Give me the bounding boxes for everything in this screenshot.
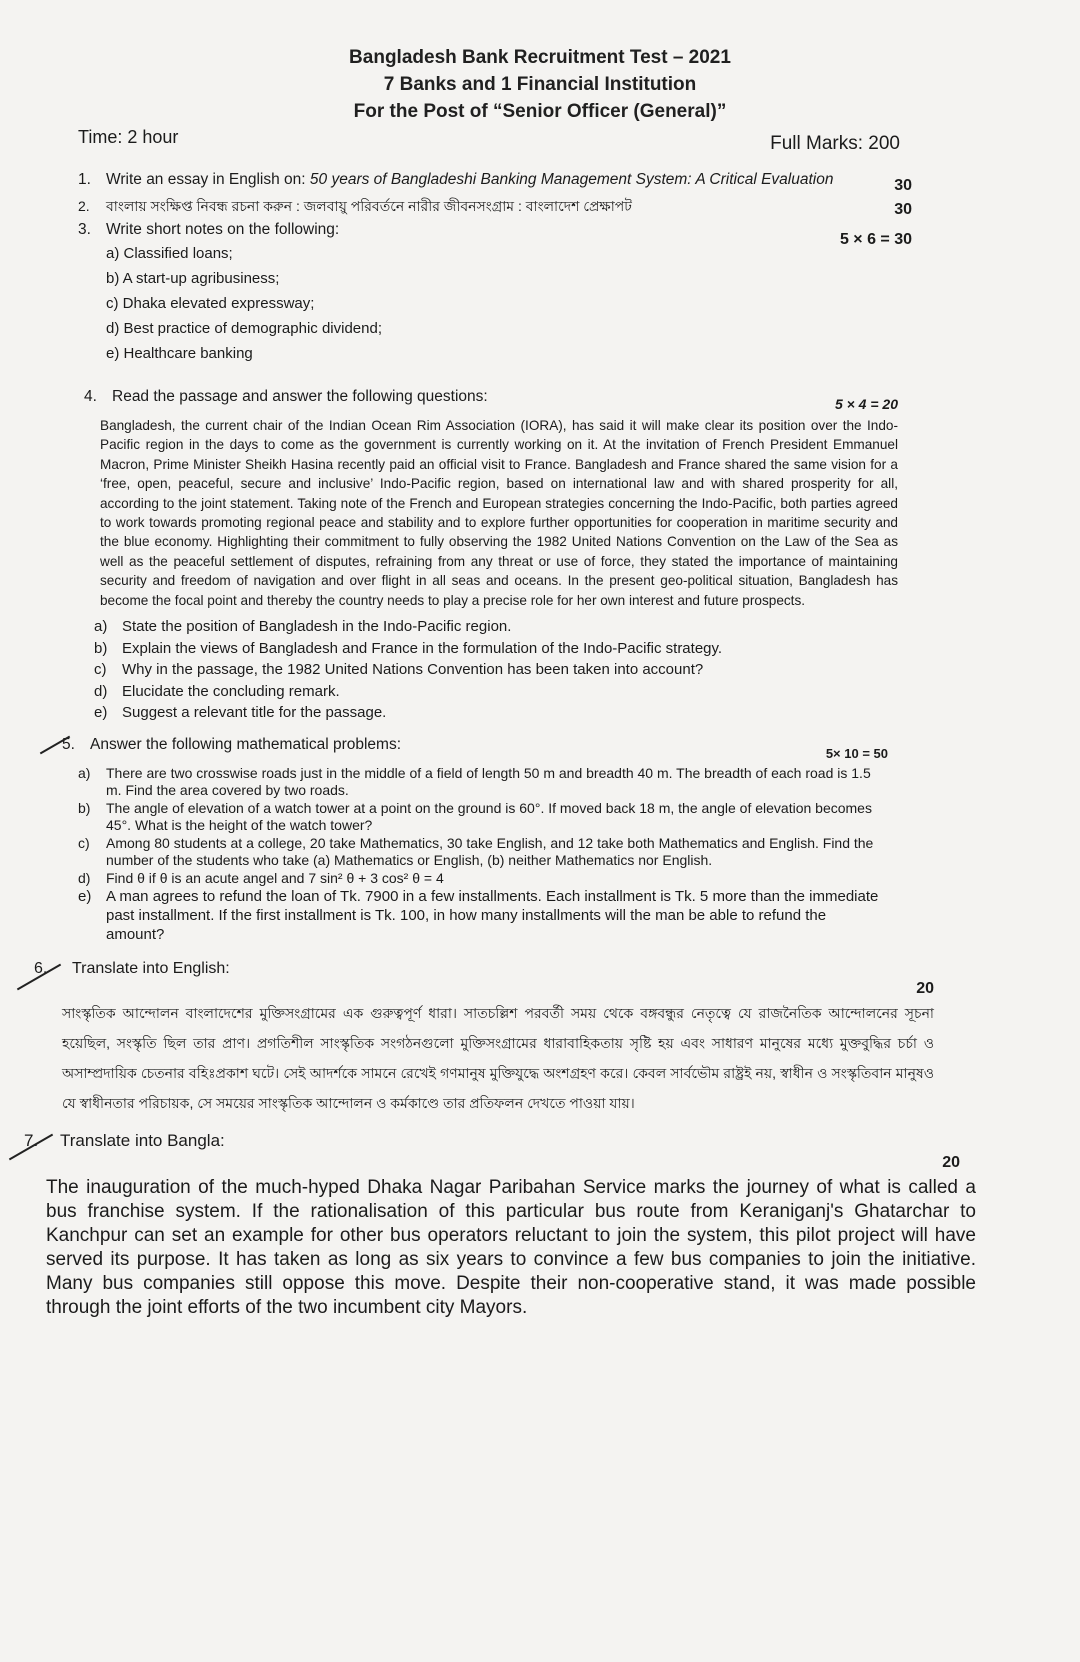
list-item [94, 681, 894, 703]
question-number: 2. [78, 198, 90, 214]
exam-subtitle: 7 Banks and 1 Financial Institution [383, 74, 697, 95]
reading-passage: Bangladesh, the current chair of the Indian Ocean Rim Association (IORA), has said it will make clear its position over the Indo-Pacific region in the days to come as the government is currently working on it. At the invitation of French President Emmanuel Macron, Prime Minister Sheikh Hasina recently paid an official visit to France. Bangladesh and France shared the same vision for a ‘free, open, peaceful, secure and inclusive’ Indo-Pacific region, based on international law and with shared prosperity for all, according to the joint statement. Taking note of the French and European strategies concerning the Indo-Pacific, both parties agreed to work towards promoting regional peace and stability and to explore further opportunities for cooperation in maritime security and the blue economy. Highlighting their commitment to fully observing the 1982 United Nations Convention on the Law of the Sea as well as the peaceful settlement of disputes, refraining from any threat or use of force, they stated the importance of maintaining security and freedom of navigation and over flight in all seas and oceans. In the present geo-political situation, Bangladesh has become the focal point and thereby the country needs to play a precise role for her own interest and future prospects. [100, 418, 898, 608]
exam-post: For the Post of “Senior Officer (General)” [353, 101, 727, 122]
full-marks: Full Marks: 200 [770, 133, 900, 154]
question-body [78, 195, 864, 217]
item-text: The angle of elevation of a watch tower at a point on the ground is 60°. If moved back 18 m, the angle of elevation becomes 45°. What is the height of the watch tower? [106, 799, 872, 834]
list-item: b) A start-up agribusiness; [106, 270, 280, 287]
item-text: Among 80 students at a college, 20 take Mathematics, 30 take English, and 12 take both Mathematics and English. Find the number of the students who take (a) Mathematics or English, (b) neither Mathematics nor English. [106, 834, 874, 869]
list-item [94, 616, 894, 638]
english-passage: The inauguration of the much-hyped Dhaka Nagar Paribahan Service marks the journey of what is called a bus franchise system. If the rationalisation of this particular bus route from Keraniganj's Ghatarchar to Kanchpur can set an example for other bus operators reluctant to join the system, this pilot project will have served its purpose. It has taken as long as six years to convince a few bus companies to join the initiative. Many bus companies still oppose this move. Despite their non-cooperative stand, it was made possible through the joint efforts of the two incumbent city Mayors. [46, 1177, 976, 1319]
question-text: বাংলায় সংক্ষিপ্ত নিবন্ধ রচনা করুন : জলবায়ু পরিবর্তনে নারীর জীবনসংগ্রাম : বাংলাদেশ প্রেক্ষাপট [106, 198, 632, 214]
question-number: 4. [84, 388, 97, 405]
item-text: Suggest a relevant title for the passage. [122, 704, 387, 722]
math-problems [78, 765, 888, 945]
question-4 [84, 386, 898, 412]
question-number: 5. [62, 735, 75, 753]
list-item [94, 702, 894, 724]
list-item: d) Best practice of demographic dividend; [106, 320, 382, 337]
item-label: b) [78, 799, 91, 816]
question-1 [78, 169, 912, 195]
essay-topic: 50 years of Bangladeshi Banking Management System: A Critical Evaluation [309, 171, 834, 188]
question-number: 6. [34, 960, 48, 978]
item-label: e) [94, 704, 108, 722]
item-label: d) [78, 869, 91, 886]
time-marks-row [0, 127, 1080, 155]
question-text: Translate into Bangla: [60, 1131, 225, 1151]
question-text: Write short notes on the following: [106, 221, 340, 238]
item-label: b) [94, 639, 108, 657]
question-number: 3. [78, 221, 91, 238]
list-item [78, 800, 888, 835]
question-1-marks: 30 [894, 177, 912, 194]
questions [0, 155, 1080, 1350]
question-3-marks: 5 × 6 = 30 [839, 231, 912, 248]
question-6 [34, 958, 934, 998]
question-7-marks: 20 [942, 1154, 960, 1172]
item-label: d) [94, 682, 108, 700]
list-item: a) Classified loans; [106, 245, 233, 262]
item-text: State the position of Bangladesh in the Indo-Pacific region. [122, 618, 512, 636]
question-4-marks: 5 × 4 = 20 [834, 396, 898, 412]
question-text: Answer the following mathematical problems: [90, 735, 401, 753]
exam-title: Bangladesh Bank Recruitment Test – 2021 [349, 47, 731, 68]
question-body [78, 169, 864, 191]
exam-header [0, 0, 1080, 155]
item-text: Elucidate the concluding remark. [122, 682, 340, 700]
list-item [94, 638, 894, 660]
question-3 [78, 219, 912, 366]
item-label: a) [78, 764, 91, 781]
question-5 [62, 734, 888, 761]
question-body [24, 1130, 920, 1152]
question-2-marks: 30 [894, 201, 912, 218]
question-number: 1. [78, 171, 91, 188]
question-body [78, 219, 812, 366]
item-text: Why in the passage, the 1982 United Nations Convention has been taken into account? [122, 661, 704, 679]
item-text: Explain the views of Bangladesh and France in the formulation of the Indo-Pacific strategy. [122, 639, 723, 657]
question-2 [78, 195, 912, 219]
item-text: Find θ if θ is an acute angel and 7 sin² θ + 3 cos² θ = 4 [106, 869, 444, 886]
list-item [78, 765, 888, 800]
list-item: c) Dhaka elevated expressway; [106, 295, 315, 312]
question-5-marks: 5× 10 = 50 [825, 745, 888, 761]
question-6-marks: 20 [916, 980, 934, 998]
item-label: e) [78, 888, 92, 906]
passage-questions [94, 616, 894, 724]
item-label: c) [78, 834, 90, 851]
list-item [78, 835, 888, 870]
item-text: There are two crosswise roads just in the middle of a field of length 50 m and breadth 40 m. The breadth of each road is 1.5 m. Find the area covered by two roads. [106, 764, 871, 799]
question-text: Translate into English: [72, 960, 230, 978]
exam-time: Time: 2 hour [78, 127, 179, 147]
question-7 [24, 1130, 960, 1172]
question-text: Read the passage and answer the following questions: [112, 388, 488, 405]
question-number: 7. [24, 1131, 39, 1151]
bangla-passage: সাংস্কৃতিক আন্দোলন বাংলাদেশের মুক্তিসংগ্রামের এক গুরুত্বপূর্ণ ধারা। সাতচল্লিশ পরবর্তী সময় থেকে বঙ্গবন্ধুর নেতৃত্বে যে রাজনৈতিক আন্দোলনের সূচনা হয়েছিল, সংস্কৃতি ছিল তার প্রাণ। প্রগতিশীল সাংস্কৃতিক সংগঠনগুলো মুক্তিসংগ্রামের ধারাবাহিকতায় সৃষ্টি হয় এবং সাধারণ মানুষের মধ্যে মুক্তবুদ্ধির চর্চা ও অসাম্প্রদায়িক চেতনার বহিঃপ্রকাশ ঘটে। সেই আদর্শকে সামনে রেখেই গণমানুষ মুক্তিযুদ্ধে অংশগ্রহণ করে। কেবল সার্বভৌম রাষ্ট্রই নয়, স্বাধীন ও সংস্কৃতিবান মানুষও যে স্বাধীনতার পরিচায়ক, সে সময়ের সাংস্কৃতিক আন্দোলন ও কর্মকাণ্ডে তার প্রতিফলন দেখতে পাওয়া যায়। [62, 1005, 934, 1112]
item-label: c) [94, 661, 107, 679]
question-body [34, 958, 894, 980]
list-item [94, 659, 894, 681]
short-notes-list [78, 241, 812, 366]
question-text: Write an essay in English on: [106, 171, 310, 188]
question-body [84, 386, 798, 408]
list-item [78, 887, 888, 944]
item-text: A man agrees to refund the loan of Tk. 7900 in a few installments. Each installment is Tk. 5 more than the immediate past installment. If the first installment is Tk. 100, in how many installments will the man be able to refund the amount? [106, 888, 879, 944]
item-label: a) [94, 618, 108, 636]
question-body [62, 734, 798, 756]
list-item [78, 870, 888, 888]
list-item: e) Healthcare banking [106, 345, 253, 362]
